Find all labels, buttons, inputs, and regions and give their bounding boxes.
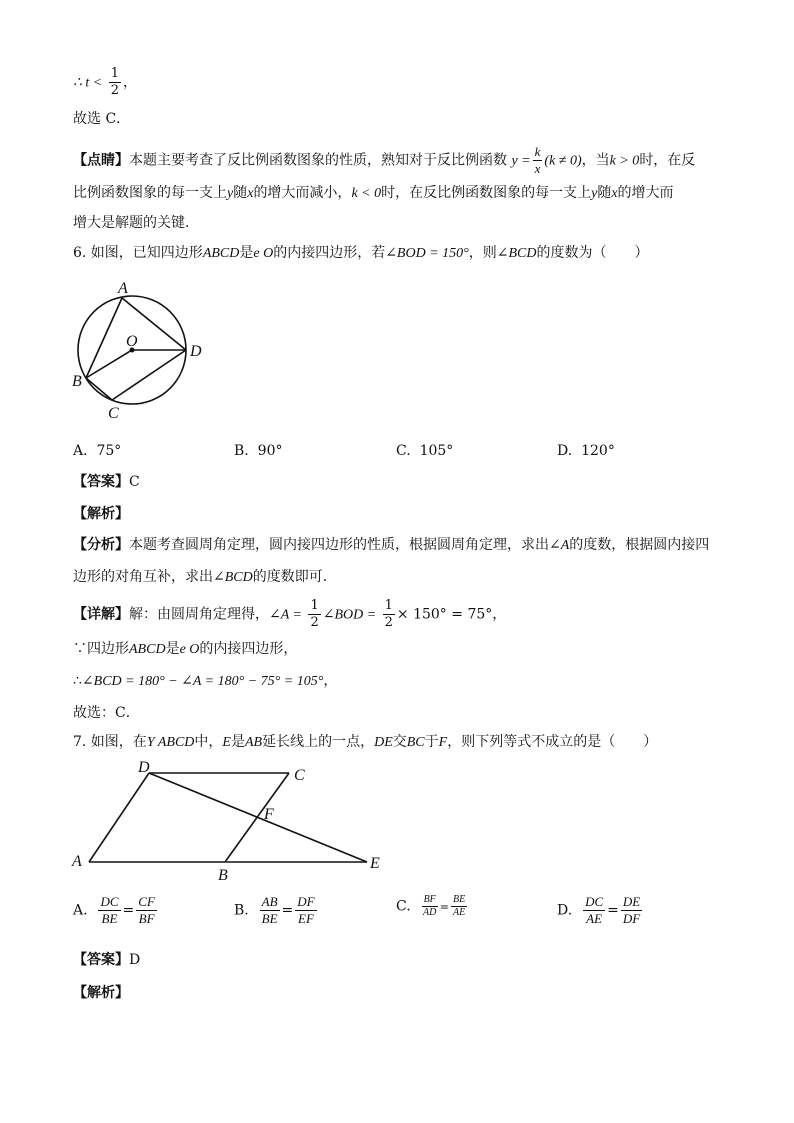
q6-circle-figure (68, 276, 218, 426)
segment-cd (112, 350, 186, 400)
q7-option-d[interactable]: D. $\frac{DC}{AE}$ = $\frac{DE}{DF}$ (557, 894, 641, 926)
label-a: A (72, 853, 82, 870)
fraction-half: $\frac{1}{2}$ (110, 66, 119, 98)
q6-option-a[interactable]: A. 75° (73, 443, 122, 459)
q7-option-c[interactable]: C. $\frac{BF}{AD}$ = $\frac{BE}{AE}$ (396, 894, 466, 918)
label-d: D (190, 343, 202, 360)
inequality: ∴ t < (73, 75, 103, 91)
q7-option-a[interactable]: A. $\frac{DC}{BE}$ = $\frac{CF}{BF}$ (73, 894, 155, 926)
label-a: A (118, 280, 128, 297)
comment-tag: 【点睛】 (73, 152, 129, 169)
q6-option-b[interactable]: B. 90° (234, 443, 283, 459)
comment-line-1: 【点睛】本题主要考查了反比例函数图象的性质，熟知对于反比例函数 y = $\frac{k}{x}$ (k ≠ 0)，当k > 0时，在反 (73, 144, 696, 176)
q6-analysis-1: 【分析】本题考查圆周角定理，圆内接四边形的性质，根据圆周角定理，求出∠A的度数，根据圆内接四 (73, 537, 710, 553)
comment-line-3: 增大是解题的关键． (73, 215, 199, 231)
q7-answer: 【答案】D (73, 952, 141, 968)
segment-de (149, 773, 367, 862)
q6-detail-2: ∵四边形ABCD是e O的内接四边形， (73, 641, 298, 657)
therefore-line: ∴ t < $\frac{1}{2}$ ， (73, 66, 137, 98)
q6-stem: 6. 如图，已知四边形ABCD是e O的内接四边形，若∠BOD = 150°，则∠BCD的度数为（ ） (73, 245, 649, 261)
q6-option-c[interactable]: C. 105° (396, 443, 454, 459)
q6-option-d[interactable]: D. 120° (557, 443, 615, 459)
q7-parallelogram-figure (68, 756, 398, 881)
segment-ad (89, 773, 149, 862)
label-d: D (138, 759, 150, 776)
q6-detail-1: 【详解】解：由圆周角定理得，∠A = $\frac{1}{2}$ ∠BOD = $\frac{1}{2}$ × 150° = 75°， (73, 598, 507, 630)
q7-stem: 7. 如图，在Y ABCD中，E是AB延长线上的一点，DE交BC于F，则下列等式不成立的是（ ） (73, 734, 658, 750)
label-c: C (108, 405, 119, 422)
q6-analysis-2: 边形的对角互补，求出∠BCD的度数即可． (73, 569, 337, 585)
label-o: O (126, 333, 138, 350)
label-f: F (264, 806, 274, 823)
q7-jiexi: 【解析】 (73, 985, 129, 1001)
label-e: E (370, 855, 380, 872)
comment-line-2: 比例函数图象的每一支上y随x的增大而减小，k < 0时，在反比例函数图象的每一支上y随x的增大而 (73, 185, 674, 201)
label-b: B (218, 867, 228, 881)
q6-answer: 【答案】C (73, 474, 140, 490)
label-b: B (72, 373, 82, 390)
segment-ab (86, 298, 122, 378)
label-c: C (294, 767, 305, 784)
choose-line: 故选 C． (73, 111, 131, 127)
q6-jiexi: 【解析】 (73, 506, 129, 522)
q6-choose: 故选：C． (73, 705, 140, 721)
q7-option-b[interactable]: B. $\frac{AB}{BE}$ = $\frac{DF}{EF}$ (234, 894, 315, 926)
segment-bc (86, 378, 112, 400)
q6-detail-3: ∴∠BCD = 180° − ∠A = 180° − 75° = 105°， (73, 673, 338, 689)
